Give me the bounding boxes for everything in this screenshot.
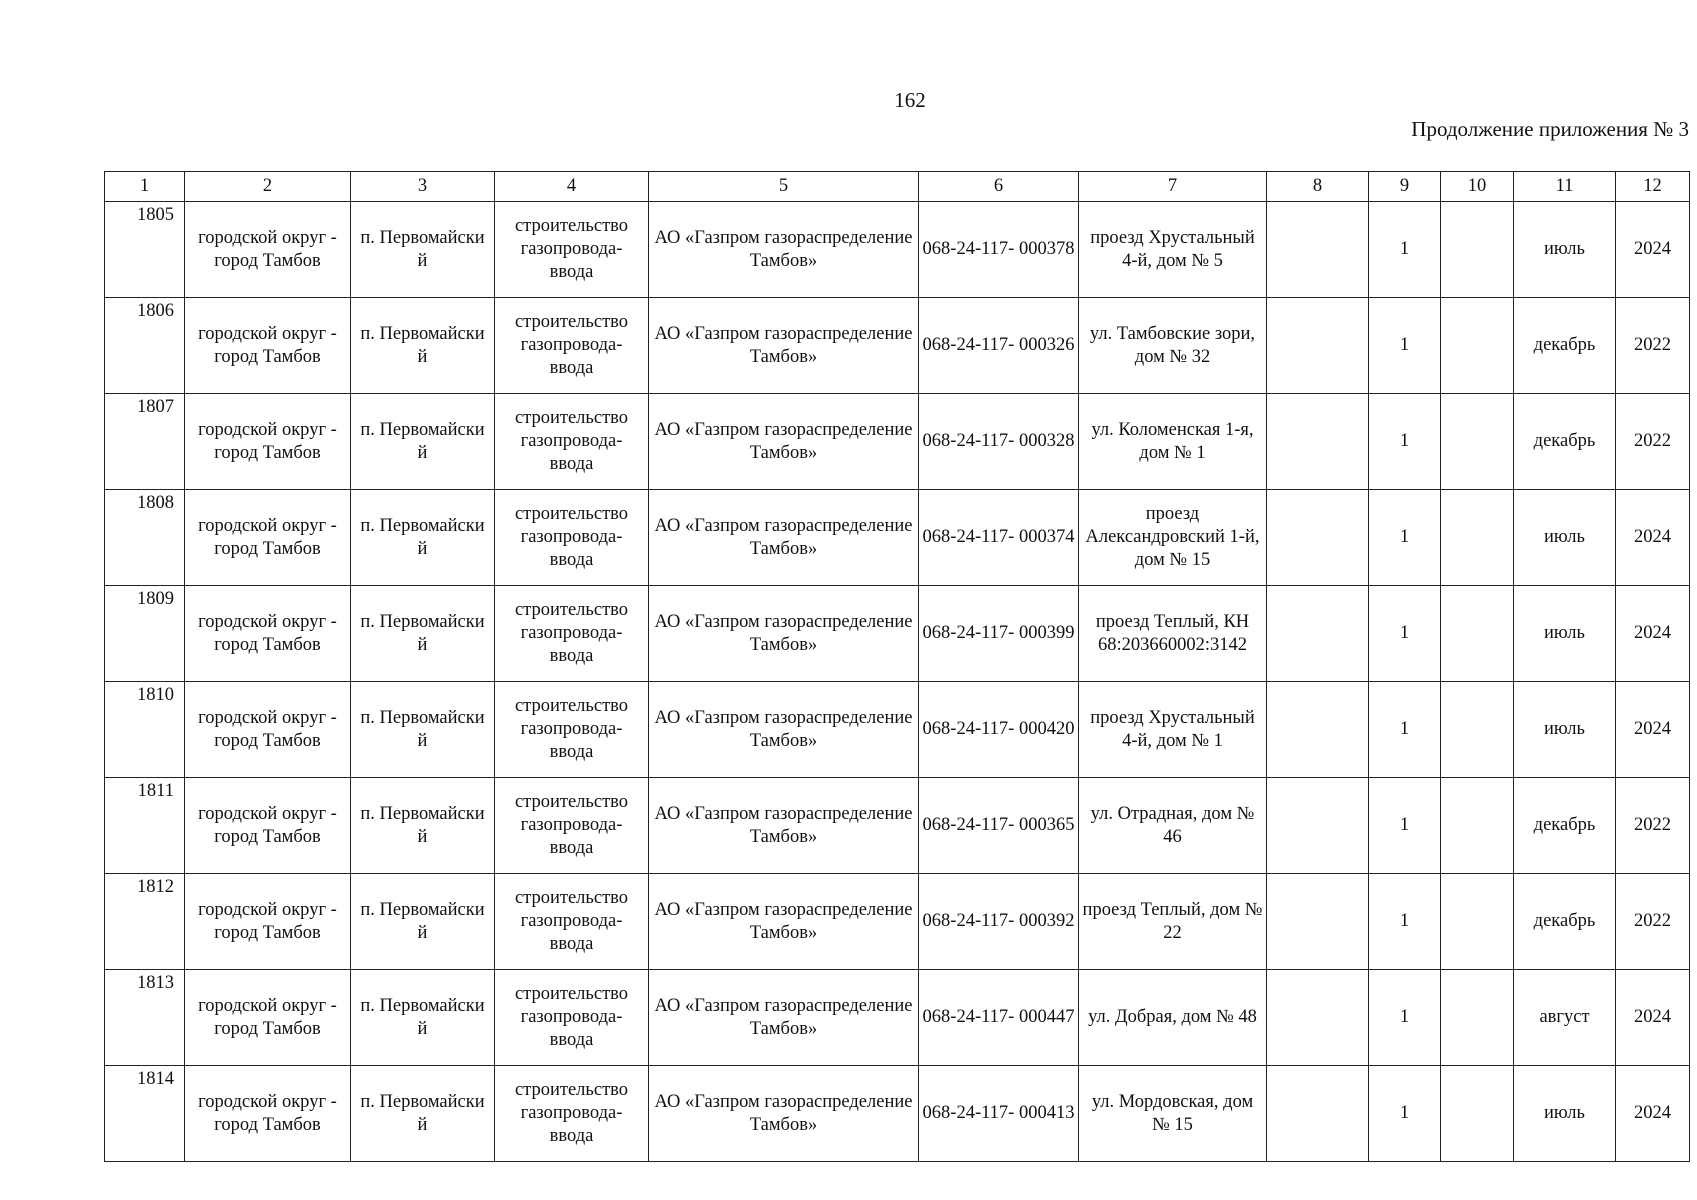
column-header-10: 10 [1441, 172, 1514, 202]
cell-month: декабрь [1514, 874, 1616, 970]
cell-settlement: п. Первомайски й [351, 490, 495, 586]
cell-application-number: 068-24-117- 000326 [919, 298, 1079, 394]
cell-year: 2024 [1616, 490, 1690, 586]
cell-address: проезд Хрустальный 4-й, дом № 5 [1079, 202, 1267, 298]
cell-col-9: 1 [1369, 586, 1441, 682]
cell-application-number: 068-24-117- 000328 [919, 394, 1079, 490]
column-header-12: 12 [1616, 172, 1690, 202]
cell-col-8 [1267, 778, 1369, 874]
cell-col-8 [1267, 682, 1369, 778]
table-body [105, 202, 1690, 1162]
cell-organization: АО «Газпром газораспределение Тамбов» [649, 874, 919, 970]
cell-year: 2024 [1616, 586, 1690, 682]
cell-col-10 [1441, 202, 1514, 298]
cell-work-type: строительство газопровода- ввода [495, 778, 649, 874]
cell-organization: АО «Газпром газораспределение Тамбов» [649, 490, 919, 586]
cell-settlement: п. Первомайски й [351, 970, 495, 1066]
cell-address: ул. Отрадная, дом № 46 [1079, 778, 1267, 874]
cell-col-8 [1267, 490, 1369, 586]
cell-row-number: 1807 [105, 394, 185, 490]
cell-settlement: п. Первомайски й [351, 202, 495, 298]
cell-application-number: 068-24-117- 000420 [919, 682, 1079, 778]
cell-year: 2022 [1616, 394, 1690, 490]
cell-application-number: 068-24-117- 000365 [919, 778, 1079, 874]
cell-col-9: 1 [1369, 490, 1441, 586]
cell-work-type: строительство газопровода- ввода [495, 682, 649, 778]
cell-settlement: п. Первомайски й [351, 778, 495, 874]
cell-col-9: 1 [1369, 874, 1441, 970]
cell-settlement: п. Первомайски й [351, 298, 495, 394]
cell-application-number: 068-24-117- 000374 [919, 490, 1079, 586]
cell-application-number: 068-24-117- 000392 [919, 874, 1079, 970]
cell-organization: АО «Газпром газораспределение Тамбов» [649, 394, 919, 490]
cell-col-10 [1441, 682, 1514, 778]
cell-year: 2022 [1616, 298, 1690, 394]
cell-col-8 [1267, 298, 1369, 394]
cell-work-type: строительство газопровода- ввода [495, 394, 649, 490]
cell-application-number: 068-24-117- 000399 [919, 586, 1079, 682]
cell-municipality: городской округ - город Тамбов [185, 874, 351, 970]
cell-work-type: строительство газопровода- ввода [495, 1066, 649, 1162]
cell-col-8 [1267, 394, 1369, 490]
cell-organization: АО «Газпром газораспределение Тамбов» [649, 970, 919, 1066]
cell-work-type: строительство газопровода- ввода [495, 202, 649, 298]
cell-col-10 [1441, 778, 1514, 874]
cell-address: проезд Теплый, дом № 22 [1079, 874, 1267, 970]
column-header-5: 5 [649, 172, 919, 202]
cell-month: декабрь [1514, 778, 1616, 874]
table-row [105, 490, 1690, 586]
cell-row-number: 1808 [105, 490, 185, 586]
cell-col-10 [1441, 874, 1514, 970]
cell-year: 2024 [1616, 1066, 1690, 1162]
cell-municipality: городской округ - город Тамбов [185, 682, 351, 778]
cell-municipality: городской округ - город Тамбов [185, 394, 351, 490]
cell-col-8 [1267, 874, 1369, 970]
cell-year: 2024 [1616, 202, 1690, 298]
cell-col-10 [1441, 298, 1514, 394]
cell-address: проезд Теплый, КН 68:203660002:3142 [1079, 586, 1267, 682]
cell-work-type: строительство газопровода- ввода [495, 298, 649, 394]
cell-municipality: городской округ - город Тамбов [185, 1066, 351, 1162]
column-header-4: 4 [495, 172, 649, 202]
cell-application-number: 068-24-117- 000378 [919, 202, 1079, 298]
cell-work-type: строительство газопровода- ввода [495, 490, 649, 586]
table-row [105, 970, 1690, 1066]
cell-organization: АО «Газпром газораспределение Тамбов» [649, 1066, 919, 1162]
cell-col-8 [1267, 1066, 1369, 1162]
cell-settlement: п. Первомайски й [351, 394, 495, 490]
cell-col-9: 1 [1369, 778, 1441, 874]
table-header-row [105, 172, 1690, 202]
table-row [105, 1066, 1690, 1162]
cell-organization: АО «Газпром газораспределение Тамбов» [649, 682, 919, 778]
column-header-3: 3 [351, 172, 495, 202]
table-row [105, 586, 1690, 682]
data-table [104, 171, 1690, 1162]
cell-address: ул. Добрая, дом № 48 [1079, 970, 1267, 1066]
cell-month: июль [1514, 586, 1616, 682]
cell-col-9: 1 [1369, 682, 1441, 778]
table-row [105, 298, 1690, 394]
cell-month: август [1514, 970, 1616, 1066]
cell-municipality: городской округ - город Тамбов [185, 970, 351, 1066]
cell-address: проезд Хрустальный 4-й, дом № 1 [1079, 682, 1267, 778]
cell-col-9: 1 [1369, 394, 1441, 490]
cell-row-number: 1811 [105, 778, 185, 874]
cell-municipality: городской округ - город Тамбов [185, 778, 351, 874]
cell-municipality: городской округ - город Тамбов [185, 202, 351, 298]
column-header-1: 1 [105, 172, 185, 202]
cell-row-number: 1812 [105, 874, 185, 970]
cell-row-number: 1814 [105, 1066, 185, 1162]
cell-month: июль [1514, 490, 1616, 586]
cell-settlement: п. Первомайски й [351, 1066, 495, 1162]
cell-year: 2022 [1616, 874, 1690, 970]
cell-row-number: 1809 [105, 586, 185, 682]
column-header-7: 7 [1079, 172, 1267, 202]
column-header-8: 8 [1267, 172, 1369, 202]
cell-organization: АО «Газпром газораспределение Тамбов» [649, 586, 919, 682]
table-row [105, 394, 1690, 490]
cell-col-8 [1267, 202, 1369, 298]
appendix-note: Продолжение приложения № 3 [1411, 117, 1689, 141]
cell-month: июль [1514, 202, 1616, 298]
table-row [105, 682, 1690, 778]
cell-work-type: строительство газопровода- ввода [495, 970, 649, 1066]
cell-month: декабрь [1514, 298, 1616, 394]
cell-col-10 [1441, 394, 1514, 490]
cell-col-10 [1441, 586, 1514, 682]
cell-organization: АО «Газпром газораспределение Тамбов» [649, 202, 919, 298]
cell-col-9: 1 [1369, 202, 1441, 298]
cell-organization: АО «Газпром газораспределение Тамбов» [649, 778, 919, 874]
table-row [105, 874, 1690, 970]
cell-col-10 [1441, 970, 1514, 1066]
cell-col-8 [1267, 586, 1369, 682]
column-header-11: 11 [1514, 172, 1616, 202]
cell-col-9: 1 [1369, 298, 1441, 394]
cell-work-type: строительство газопровода- ввода [495, 874, 649, 970]
column-header-9: 9 [1369, 172, 1441, 202]
cell-row-number: 1805 [105, 202, 185, 298]
cell-settlement: п. Первомайски й [351, 682, 495, 778]
cell-municipality: городской округ - город Тамбов [185, 490, 351, 586]
cell-row-number: 1813 [105, 970, 185, 1066]
cell-application-number: 068-24-117- 000447 [919, 970, 1079, 1066]
cell-settlement: п. Первомайски й [351, 874, 495, 970]
cell-address: ул. Мордовская, дом № 15 [1079, 1066, 1267, 1162]
cell-application-number: 068-24-117- 000413 [919, 1066, 1079, 1162]
cell-address: проезд Александровский 1-й, дом № 15 [1079, 490, 1267, 586]
cell-year: 2022 [1616, 778, 1690, 874]
cell-organization: АО «Газпром газораспределение Тамбов» [649, 298, 919, 394]
cell-year: 2024 [1616, 682, 1690, 778]
cell-year: 2024 [1616, 970, 1690, 1066]
cell-row-number: 1810 [105, 682, 185, 778]
cell-month: июль [1514, 682, 1616, 778]
table-row [105, 202, 1690, 298]
cell-col-9: 1 [1369, 970, 1441, 1066]
cell-address: ул. Коломенская 1-я, дом № 1 [1079, 394, 1267, 490]
cell-month: июль [1514, 1066, 1616, 1162]
cell-col-8 [1267, 970, 1369, 1066]
table-row [105, 778, 1690, 874]
cell-address: ул. Тамбовские зори, дом № 32 [1079, 298, 1267, 394]
cell-col-9: 1 [1369, 1066, 1441, 1162]
cell-month: декабрь [1514, 394, 1616, 490]
cell-work-type: строительство газопровода- ввода [495, 586, 649, 682]
cell-row-number: 1806 [105, 298, 185, 394]
column-header-2: 2 [185, 172, 351, 202]
cell-settlement: п. Первомайски й [351, 586, 495, 682]
cell-municipality: городской округ - город Тамбов [185, 298, 351, 394]
cell-col-10 [1441, 1066, 1514, 1162]
page-number: 162 [894, 88, 926, 112]
cell-municipality: городской округ - город Тамбов [185, 586, 351, 682]
cell-col-10 [1441, 490, 1514, 586]
column-header-6: 6 [919, 172, 1079, 202]
